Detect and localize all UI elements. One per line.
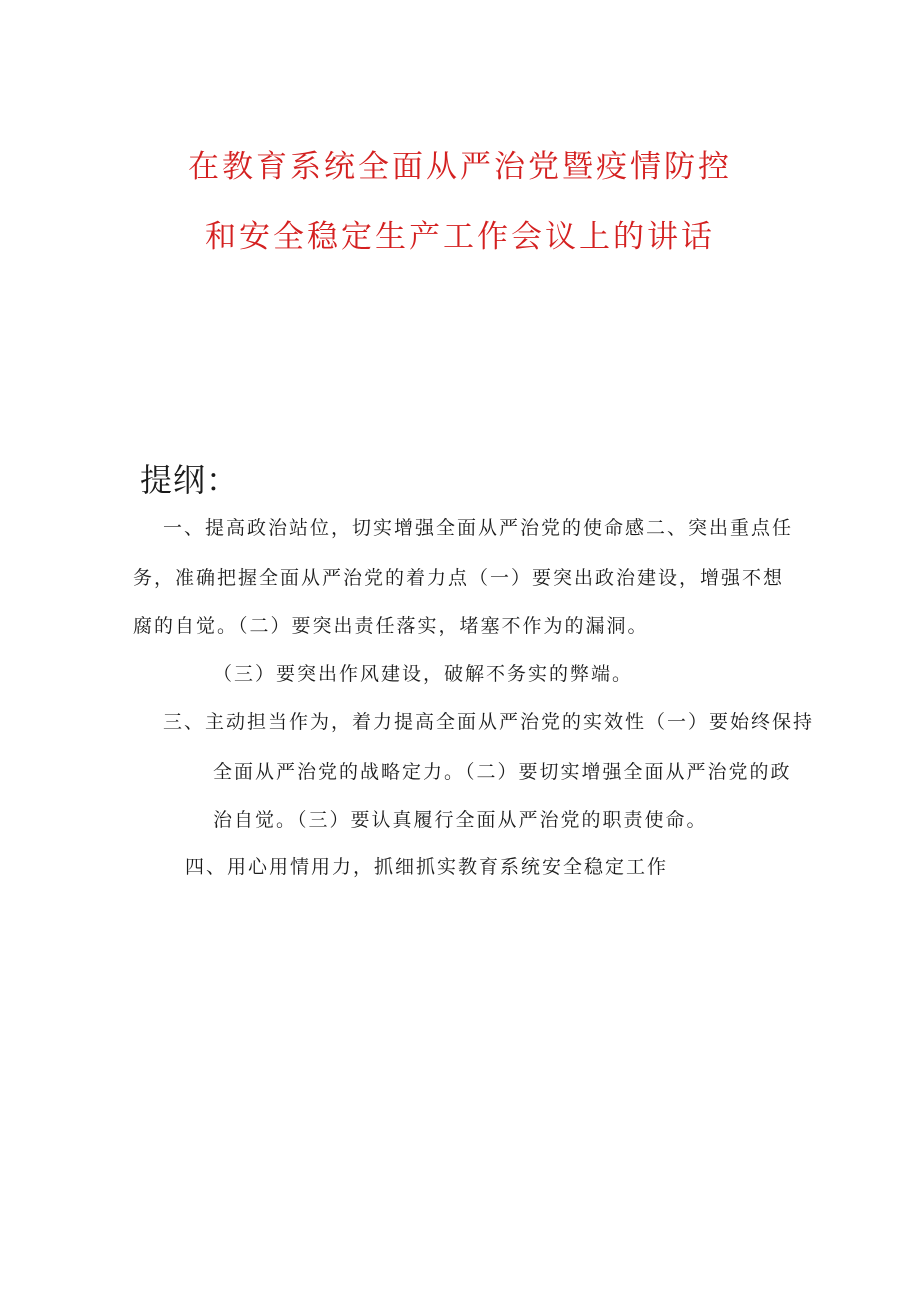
outline-line-8: 四、用心用情用力，抓细抓实教育系统安全稳定工作 <box>185 856 669 878</box>
outline-heading: 提纲： <box>140 461 240 499</box>
outline-line-6: 全面从严治党的战略定力。（二）要切实增强全面从严治党的政 <box>213 761 792 783</box>
outline-line-1: 一、提高政治站位，切实增强全面从严治党的使命感二、突出重点任 <box>163 517 794 539</box>
document-title-line-1: 在教育系统全面从严治党暨疫情防控 <box>188 149 732 185</box>
document-title-line-2: 和安全稳定生产工作会议上的讲话 <box>205 219 715 255</box>
outline-line-3: 腐的自觉。（二）要突出责任落实，堵塞不作为的漏洞。 <box>133 615 649 637</box>
outline-line-5: 三、主动担当作为，着力提高全面从严治党的实效性（一）要始终保持 <box>163 711 815 733</box>
outline-line-7: 治自觉。（三）要认真履行全面从严治党的职责使命。 <box>213 809 708 831</box>
outline-line-4: （三）要突出作风建设，破解不务实的弊端。 <box>213 663 634 685</box>
outline-line-2: 务，准确把握全面从严治党的着力点（一）要突出政治建设，增强不想 <box>133 567 785 589</box>
